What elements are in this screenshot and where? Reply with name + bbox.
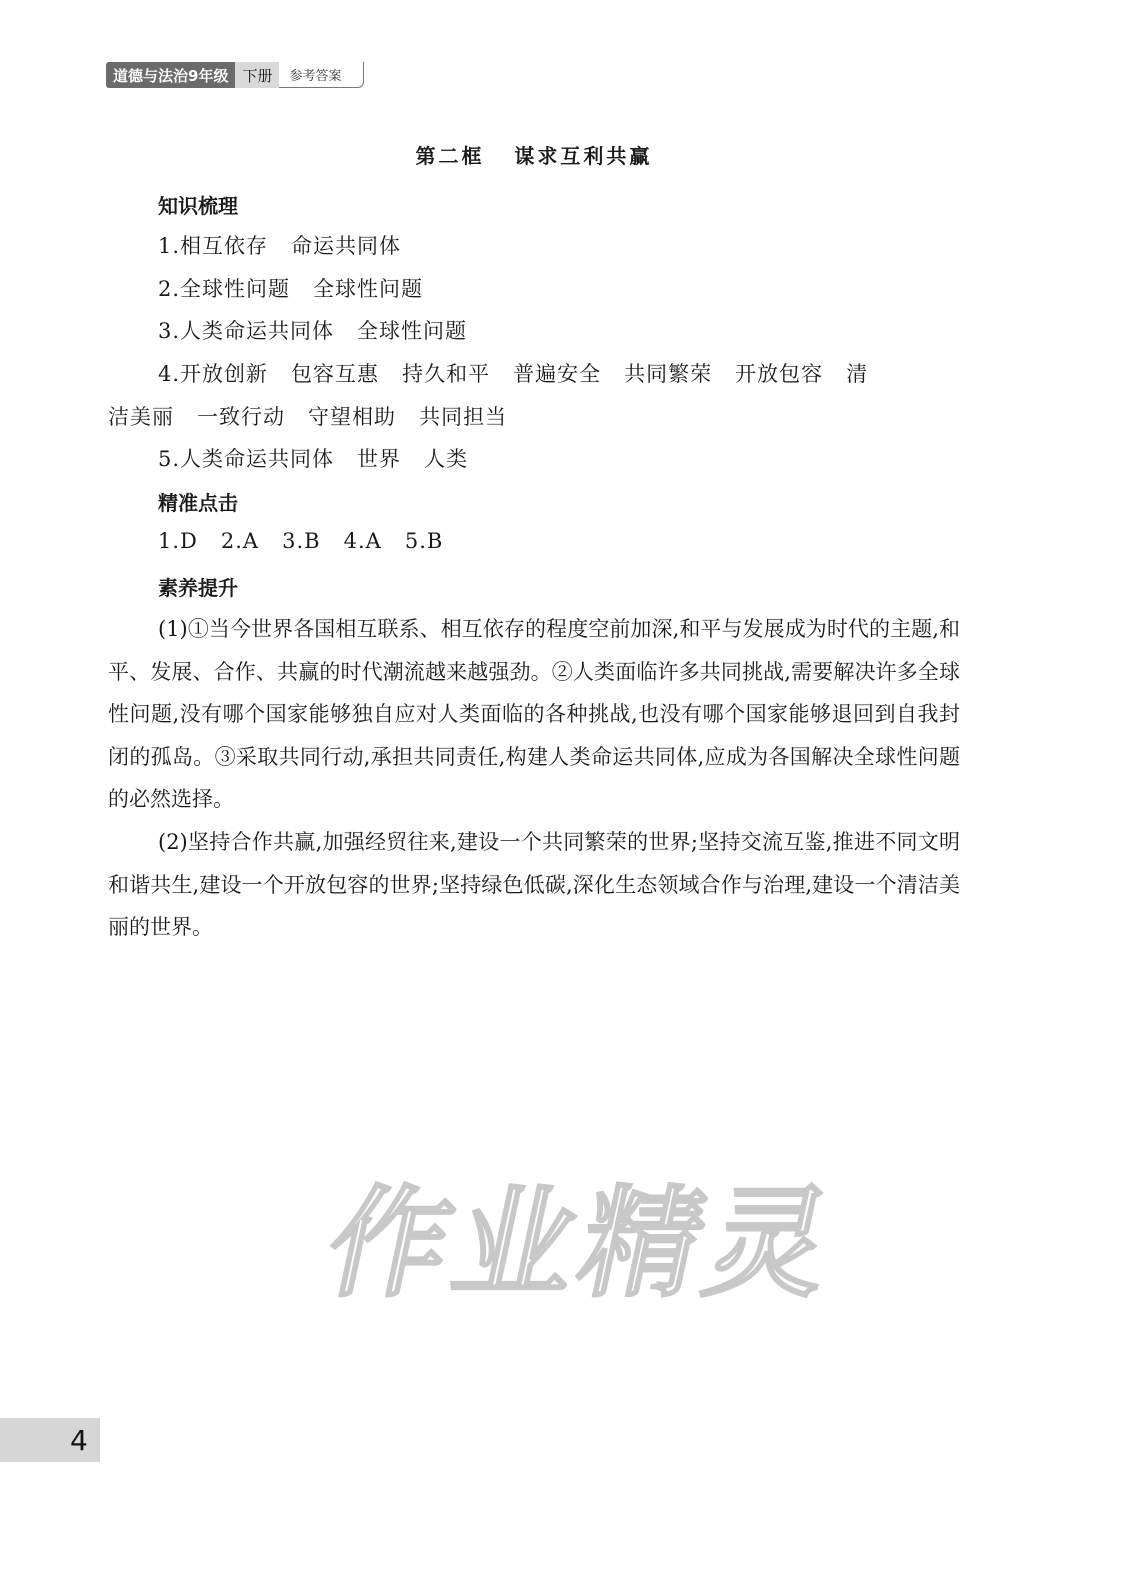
improve-paragraph-2: (2)坚持合作共赢,加强经贸往来,建设一个共同繁荣的世界;坚持交流互鉴,推进不同文明和谐共生,建设一个开放包容的世界;坚持绿色低碳,深化生态领域合作与治理,建设一个清洁美丽的世界。 bbox=[108, 830, 960, 939]
improve-heading: 素养提升 bbox=[158, 576, 238, 600]
improve-paragraph-1: (1)①当今世界各国相互联系、相互依存的程度空前加深,和平与发展成为时代的主题,和平、发展、合作、共赢的时代潮流越来越强劲。②人类面临许多共同挑战,需要解决许多全球性问题,没有哪个国家能够独自应对人类面临的各种挑战,也没有哪个国家能够退回到自我封闭的孤岛。③采取共同行动,承担共同责任,构建人类命运共同体,应成为各国解决全球性问题的必然选择。 bbox=[108, 617, 960, 811]
practice-answers: 1.D 2.A 3.B 4.A 5.B bbox=[158, 529, 444, 553]
knowledge-line: 5.人类命运共同体 世界 人类 bbox=[158, 447, 469, 471]
page-number: 4 bbox=[0, 1418, 100, 1462]
knowledge-line: 2.全球性问题 全球性问题 bbox=[158, 277, 424, 301]
answers-label: 参考答案 bbox=[279, 62, 364, 88]
knowledge-heading: 知识梳理 bbox=[158, 194, 238, 218]
page-title: 第二框 谋求互利共赢 bbox=[415, 144, 653, 168]
practice-heading: 精准点击 bbox=[158, 491, 238, 515]
subject-label: 道德与法治9年级 bbox=[106, 62, 235, 88]
knowledge-line: 3.人类命运共同体 全球性问题 bbox=[158, 319, 468, 343]
knowledge-line: 1.相互依存 命运共同体 bbox=[158, 234, 402, 258]
knowledge-line: 洁美丽 一致行动 守望相助 共同担当 bbox=[108, 405, 508, 429]
volume-label: 下册 bbox=[235, 62, 279, 88]
watermark: 作业精灵 bbox=[315, 1175, 849, 1314]
knowledge-line: 4.开放创新 包容互惠 持久和平 普遍安全 共同繁荣 开放包容 清 bbox=[158, 362, 869, 386]
page-header bbox=[106, 62, 364, 88]
